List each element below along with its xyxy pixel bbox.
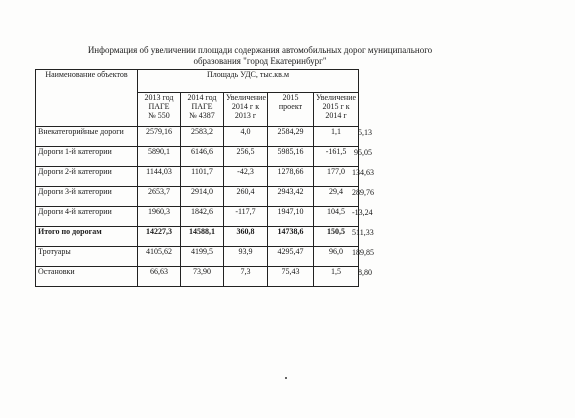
- row-value: 96,0: [314, 247, 359, 267]
- row-value: 4,0: [224, 127, 268, 147]
- table-row: [36, 147, 359, 167]
- row-name: Дороги 3-й категории: [36, 187, 138, 207]
- area-table: [35, 69, 359, 287]
- row-value: 1101,7: [181, 167, 224, 187]
- row-value: 4105,62: [138, 247, 181, 267]
- header-col-2015: 2015 проект: [268, 93, 314, 127]
- row-value: 14738,6: [268, 227, 314, 247]
- row-extra-value: 95,05: [354, 147, 372, 157]
- row-value: 14227,3: [138, 227, 181, 247]
- row-extra-value: 289,76: [352, 187, 374, 197]
- header-col-increase-2015: Увеличение 2015 г к 2014 г: [314, 93, 359, 127]
- row-value: -42,3: [224, 167, 268, 187]
- table-row: [36, 247, 359, 267]
- row-value: 1947,10: [268, 207, 314, 227]
- row-value: 2584,29: [268, 127, 314, 147]
- table-row: [36, 227, 359, 247]
- row-value: 7,3: [224, 267, 268, 287]
- row-name: Тротуары: [36, 247, 138, 267]
- row-value: 1278,66: [268, 167, 314, 187]
- row-value: 2943,42: [268, 187, 314, 207]
- header-row-group: [36, 70, 359, 93]
- row-extra-value: 5,13: [358, 127, 372, 137]
- document-title: [20, 45, 500, 67]
- table-row: [36, 167, 359, 187]
- row-value: 2914,0: [181, 187, 224, 207]
- row-value: 4295,47: [268, 247, 314, 267]
- row-value: 2583,2: [181, 127, 224, 147]
- row-value: 1960,3: [138, 207, 181, 227]
- row-value: 5985,16: [268, 147, 314, 167]
- row-extra-value: 134,63: [352, 167, 374, 177]
- row-value: 2579,16: [138, 127, 181, 147]
- row-name: Дороги 4-й категории: [36, 207, 138, 227]
- row-value: 150,5: [314, 227, 359, 247]
- row-name: Итого по дорогам: [36, 227, 138, 247]
- row-value: 1,1: [314, 127, 359, 147]
- header-object-name: Наименование объектов: [36, 70, 138, 127]
- row-value: 5890,1: [138, 147, 181, 167]
- row-value: 1144,03: [138, 167, 181, 187]
- row-value: 66,63: [138, 267, 181, 287]
- row-value: 6146,6: [181, 147, 224, 167]
- row-value: 1,5: [314, 267, 359, 287]
- row-extra-value: 8,80: [358, 267, 372, 277]
- row-name: Внекатегорийные дороги: [36, 127, 138, 147]
- row-extra-value: -13,24: [352, 207, 373, 217]
- row-value: 93,9: [224, 247, 268, 267]
- title-line-1: Информация об увеличении площади содержания автомобильных дорог муниципального: [87, 45, 433, 55]
- header-col-increase-2014: Увеличение 2014 г к 2013 г: [224, 93, 268, 127]
- header-col-2013: 2013 год ПАГЕ № 550: [138, 93, 181, 127]
- row-value: 4199,5: [181, 247, 224, 267]
- row-value: 260,4: [224, 187, 268, 207]
- row-value: 104,5: [314, 207, 359, 227]
- header-col-2014: 2014 год ПАГЕ № 4387: [181, 93, 224, 127]
- row-value: 1842,6: [181, 207, 224, 227]
- row-value: 75,43: [268, 267, 314, 287]
- title-line-2: образования "город Екатеринбург": [193, 56, 327, 66]
- row-value: 14588,1: [181, 227, 224, 247]
- row-value: 256,5: [224, 147, 268, 167]
- row-extra-value: 189,85: [352, 247, 374, 257]
- row-value: 177,0: [314, 167, 359, 187]
- row-value: -117,7: [224, 207, 268, 227]
- table-row: [36, 187, 359, 207]
- row-value: 29,4: [314, 187, 359, 207]
- row-value: -161,5: [314, 147, 359, 167]
- row-value: 2653,7: [138, 187, 181, 207]
- table-row: [36, 207, 359, 227]
- row-name: Остановки: [36, 267, 138, 287]
- row-extra-value: 511,33: [352, 227, 374, 237]
- table-row: [36, 267, 359, 287]
- row-name: Дороги 1-й категории: [36, 147, 138, 167]
- row-name: Дороги 2-й категории: [36, 167, 138, 187]
- row-value: 73,90: [181, 267, 224, 287]
- scan-speck: [285, 377, 287, 379]
- header-area-group: Площадь УДС, тыс.кв.м: [138, 70, 359, 93]
- row-value: 360,8: [224, 227, 268, 247]
- table-row: [36, 127, 359, 147]
